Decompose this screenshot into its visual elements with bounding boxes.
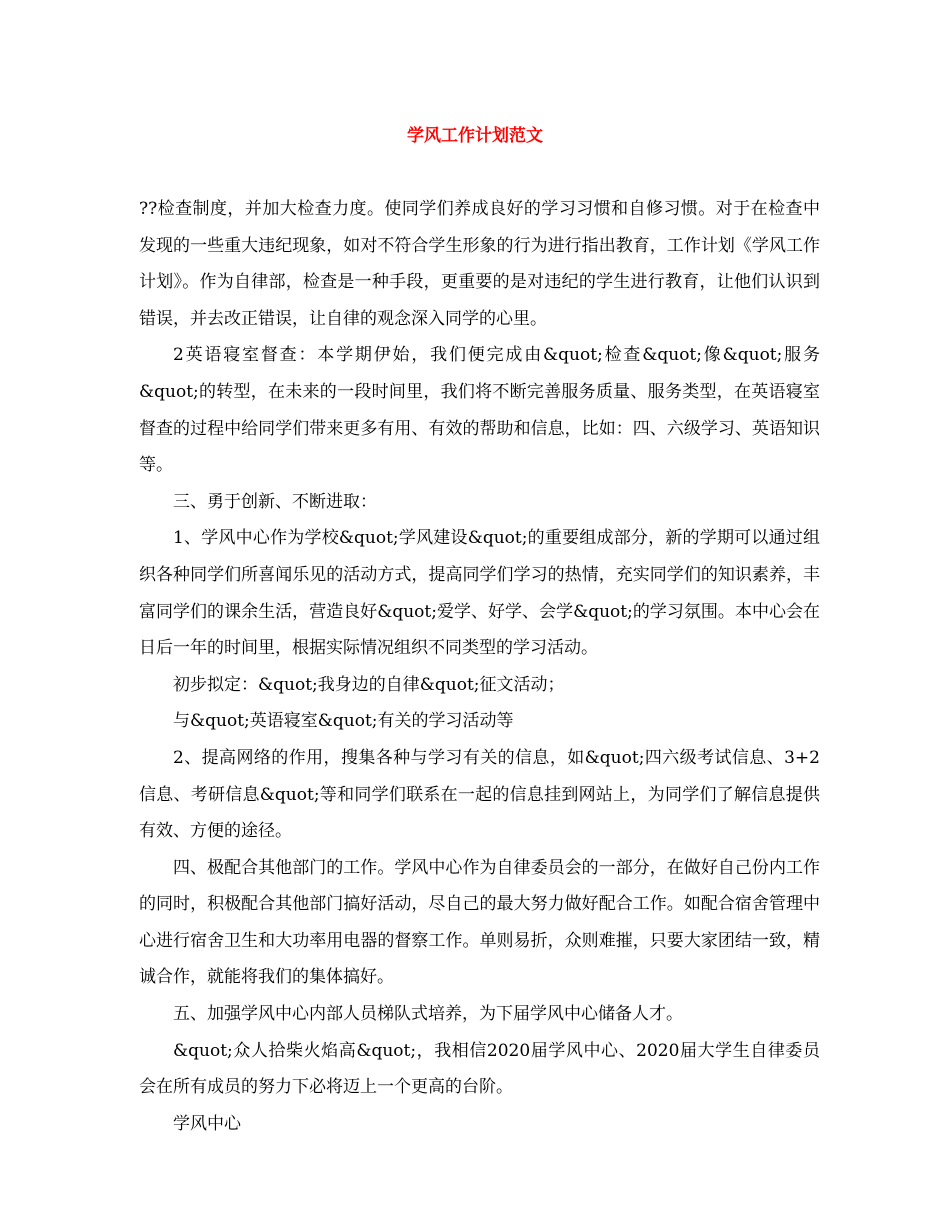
paragraph-english-dorm-activity: 与&quot;英语寝室&quot;有关的学习活动等 — [173, 711, 514, 732]
document-body — [139, 191, 820, 1142]
document-title: 学风工作计划范文 — [407, 126, 543, 146]
section-heading-training: 五、加强学风中心内部人员梯队式培养，为下届学风中心储备人才。 — [173, 1004, 683, 1025]
paragraph-study-activities: 1、学风中心作为学校&quot;学风建设&quot;的重要组成部分，新的学期可以通过组织各种同学们所喜闻乐见的活动方式，提高同学们学习的热情，充实同学们的知识素养，丰富同学们的课余生活，营造良好&quot;爱学、好学、会学&quot;的学习氛围。本中心会在日后一年的时间里，根据实际情况组织不同类型的学习活动。 — [139, 528, 820, 659]
paragraph-network-role: 2、提高网络的作用，搜集各种与学习有关的信息，如&quot;四六级考试信息、3+2信息、考研信息&quot;等和同学们联系在一起的信息挂到网站上，为同学们了解信息提供有效、方便的途径。 — [139, 747, 820, 842]
section-heading-cooperation: 四、极配合其他部门的工作。学风中心作为自律委员会的一部分，在做好自己份内工作的同时，积极配合其他部门搞好活动，尽自己的最大努力做好配合工作。如配合宿舍管理中心进行宿舍卫生和大功率用电器的督察工作。单则易折，众则难摧，只要大家团结一致，精诚合作，就能将我们的集体搞好。 — [139, 857, 820, 988]
paragraph-conclusion: &quot;众人拾柴火焰高&quot;，我相信2020届学风中心、2020届大学生自律委员会在所有成员的努力下必将迈上一个更高的台阶。 — [139, 1040, 820, 1098]
paragraph-english-dorm-inspection: 2英语寝室督查：本学期伊始，我们便完成由&quot;检查&quot;像&quot;服务&quot;的转型，在未来的一段时间里，我们将不断完善服务质量、服务类型，在英语寝室督查的过程中给同学们带来更多有用、有效的帮助和信息，比如：四、六级学习、英语知识等。 — [139, 345, 820, 476]
paragraph-inspection-system: ??检查制度，并加大检查力度。使同学们养成良好的学习习惯和自修习惯。对于在检查中发现的一些重大违纪现象，如对不符合学生形象的行为进行指出教育，工作计划《学风工作计划》。作为自律部，检查是一种手段，更重要的是对违纪的学生进行教育，让他们认识到错误，并去改正错误，让自律的观念深入同学的心里。 — [139, 199, 820, 329]
section-heading-innovation: 三、勇于创新、不断进取： — [173, 491, 377, 512]
signature-line: 学风中心 — [173, 1113, 241, 1134]
paragraph-essay-activity: 初步拟定：&quot;我身边的自律&quot;征文活动； — [173, 674, 565, 695]
